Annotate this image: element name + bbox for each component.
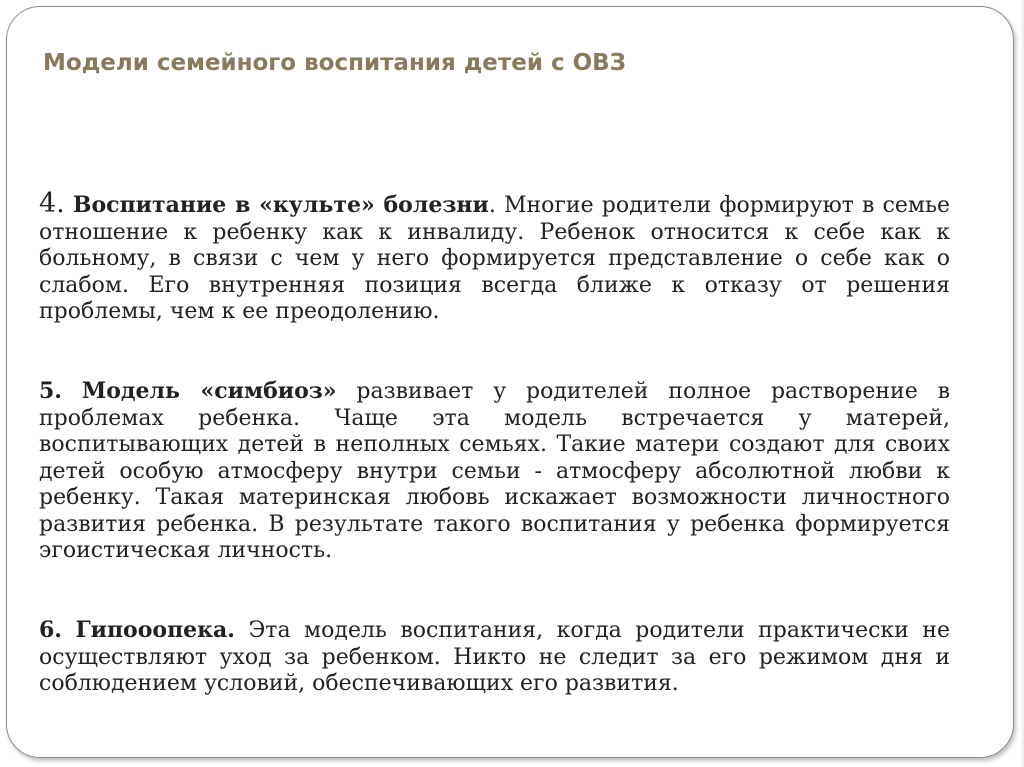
paragraph-6-number: 6. <box>39 617 62 643</box>
paragraph-5-heading: Модель «симбиоз» <box>81 378 337 404</box>
paragraph-4-number: 4. <box>39 188 65 219</box>
paragraph-4-text: . Многие родители формируют в семье отношение к ребенку как к инвалиду. Ребенок относится к себе как к больному, в связи с чем у него формируется представление о себе как о слабом. Его внутренняя позиция всегда ближе к отказу от решения проблемы, чем к ее преодолению. <box>39 193 951 324</box>
paragraph-6-heading: Гипооопека. <box>75 617 235 643</box>
paragraph-5 <box>39 378 950 565</box>
paragraph-6 <box>39 617 950 698</box>
slide-title: Модели семейного воспитания детей с ОВЗ <box>43 50 627 76</box>
paragraph-6-text: Эта модель воспитания, когда родители практически не осуществляют уход за ребенком. Никто не следит за его режимом дня и соблюдением условий, обеспечивающих его развития. <box>39 618 950 696</box>
page-edge-shadow <box>1020 0 1024 767</box>
paragraph-4 <box>39 188 951 326</box>
paragraph-4-heading: Воспитание в «культе» болезни <box>72 192 489 218</box>
paragraph-5-text: развивает у родителей полное растворение в проблемах ребенка. Чаще эта модель встречается у матерей, воспитывающих детей в неполных семьях. Такие матери создают для своих детей особую атмосферу внутри семьи - атмосферу абсолютной любви к ребенку. Такая материнская любовь искажает возможности личностного развития ребенка. В результате такого воспитания у ребенка формируется эгоистическая личность. <box>39 379 950 563</box>
paragraph-5-number: 5. <box>39 378 62 404</box>
